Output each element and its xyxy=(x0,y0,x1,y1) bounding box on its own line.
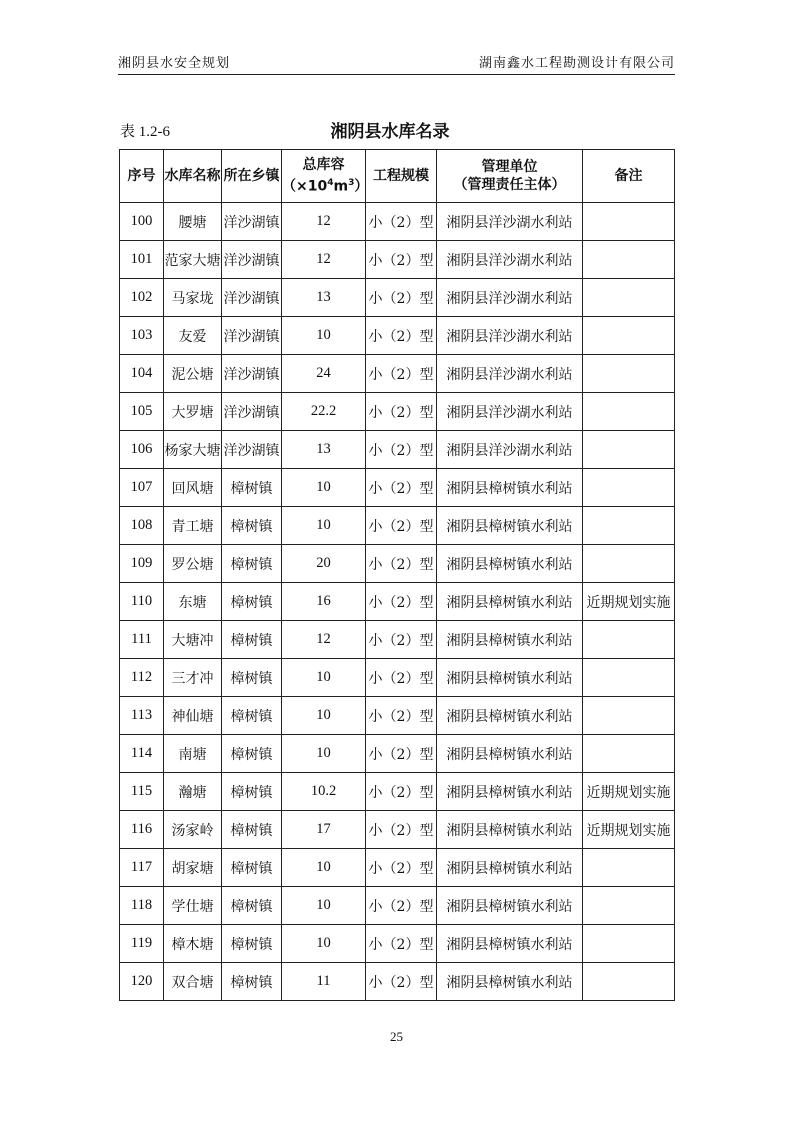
column-header-name: 水库名称 xyxy=(164,150,222,203)
cell-town: 洋沙湖镇 xyxy=(222,203,282,241)
cell-no: 101 xyxy=(120,241,164,279)
cell-scale: 小（2）型 xyxy=(366,621,437,659)
cell-town: 樟树镇 xyxy=(222,469,282,507)
cell-town: 洋沙湖镇 xyxy=(222,317,282,355)
header-document-title: 湘阴县水安全规划 xyxy=(118,56,231,71)
cell-town: 洋沙湖镇 xyxy=(222,279,282,317)
table-row xyxy=(120,773,675,811)
cell-reservoir-name: 樟木塘 xyxy=(164,925,222,963)
capacity-unit-suffix: ） xyxy=(354,178,369,195)
cell-town: 樟树镇 xyxy=(222,545,282,583)
cell-management-unit: 湘阴县樟树镇水利站 xyxy=(437,545,583,583)
cell-capacity: 24 xyxy=(282,355,366,393)
table-row xyxy=(120,393,675,431)
cell-scale: 小（2）型 xyxy=(366,355,437,393)
cell-scale: 小（2）型 xyxy=(366,317,437,355)
cell-management-unit: 湘阴县洋沙湖水利站 xyxy=(437,203,583,241)
table-row xyxy=(120,317,675,355)
cell-management-unit: 湘阴县樟树镇水利站 xyxy=(437,469,583,507)
cell-scale: 小（2）型 xyxy=(366,735,437,773)
cell-management-unit: 湘阴县樟树镇水利站 xyxy=(437,963,583,1001)
table-row xyxy=(120,507,675,545)
column-header-scale: 工程规模 xyxy=(366,150,437,203)
cell-management-unit: 湘阴县樟树镇水利站 xyxy=(437,507,583,545)
table-row xyxy=(120,925,675,963)
cell-remark xyxy=(583,469,675,507)
cell-town: 樟树镇 xyxy=(222,659,282,697)
table-row xyxy=(120,963,675,1001)
table-header-row xyxy=(120,150,675,203)
cell-reservoir-name: 回风塘 xyxy=(164,469,222,507)
cell-capacity: 10 xyxy=(282,849,366,887)
cell-reservoir-name: 青工塘 xyxy=(164,507,222,545)
cell-no: 118 xyxy=(120,887,164,925)
cell-scale: 小（2）型 xyxy=(366,811,437,849)
cell-management-unit: 湘阴县洋沙湖水利站 xyxy=(437,431,583,469)
cell-reservoir-name: 范家大塘 xyxy=(164,241,222,279)
table-row xyxy=(120,811,675,849)
cell-capacity: 10 xyxy=(282,735,366,773)
cell-management-unit: 湘阴县洋沙湖水利站 xyxy=(437,393,583,431)
column-header-unit xyxy=(437,150,583,203)
cell-scale: 小（2）型 xyxy=(366,393,437,431)
column-header-town: 所在乡镇 xyxy=(222,150,282,203)
cell-capacity: 10 xyxy=(282,317,366,355)
cell-reservoir-name: 杨家大塘 xyxy=(164,431,222,469)
table-body xyxy=(120,203,675,1001)
table-row xyxy=(120,887,675,925)
cell-no: 115 xyxy=(120,773,164,811)
cell-capacity: 10 xyxy=(282,887,366,925)
cell-reservoir-name: 瀚塘 xyxy=(164,773,222,811)
cell-management-unit: 湘阴县樟树镇水利站 xyxy=(437,659,583,697)
cell-no: 109 xyxy=(120,545,164,583)
cell-management-unit: 湘阴县洋沙湖水利站 xyxy=(437,317,583,355)
cell-capacity: 17 xyxy=(282,811,366,849)
cell-management-unit: 湘阴县樟树镇水利站 xyxy=(437,811,583,849)
cell-capacity: 16 xyxy=(282,583,366,621)
cell-no: 112 xyxy=(120,659,164,697)
cell-no: 113 xyxy=(120,697,164,735)
cell-remark xyxy=(583,925,675,963)
cell-reservoir-name: 东塘 xyxy=(164,583,222,621)
reservoir-table xyxy=(119,149,675,1001)
cell-scale: 小（2）型 xyxy=(366,773,437,811)
cell-management-unit: 湘阴县洋沙湖水利站 xyxy=(437,355,583,393)
cell-town: 洋沙湖镇 xyxy=(222,355,282,393)
table-row xyxy=(120,241,675,279)
cell-scale: 小（2）型 xyxy=(366,887,437,925)
cell-town: 洋沙湖镇 xyxy=(222,431,282,469)
cell-scale: 小（2）型 xyxy=(366,697,437,735)
table-row xyxy=(120,469,675,507)
cell-management-unit: 湘阴县樟树镇水利站 xyxy=(437,925,583,963)
cell-remark xyxy=(583,697,675,735)
cell-reservoir-name: 胡家塘 xyxy=(164,849,222,887)
cell-scale: 小（2）型 xyxy=(366,279,437,317)
cell-no: 107 xyxy=(120,469,164,507)
cell-town: 樟树镇 xyxy=(222,773,282,811)
running-header xyxy=(118,56,675,75)
cell-capacity: 12 xyxy=(282,241,366,279)
column-header-no: 序号 xyxy=(120,150,164,203)
cell-no: 100 xyxy=(120,203,164,241)
table-row xyxy=(120,355,675,393)
cell-town: 樟树镇 xyxy=(222,925,282,963)
cell-no: 103 xyxy=(120,317,164,355)
cell-remark xyxy=(583,849,675,887)
table-row xyxy=(120,697,675,735)
table-row xyxy=(120,583,675,621)
cell-no: 117 xyxy=(120,849,164,887)
cell-scale: 小（2）型 xyxy=(366,849,437,887)
cell-capacity: 22.2 xyxy=(282,393,366,431)
cell-remark xyxy=(583,659,675,697)
table-number: 表 1.2-6 xyxy=(120,124,170,140)
cell-remark xyxy=(583,963,675,1001)
cell-capacity: 10 xyxy=(282,469,366,507)
cell-town: 洋沙湖镇 xyxy=(222,393,282,431)
cell-no: 104 xyxy=(120,355,164,393)
cell-no: 105 xyxy=(120,393,164,431)
cell-scale: 小（2）型 xyxy=(366,963,437,1001)
cell-no: 114 xyxy=(120,735,164,773)
cell-scale: 小（2）型 xyxy=(366,583,437,621)
cell-no: 119 xyxy=(120,925,164,963)
unit-header-line1: 管理单位 xyxy=(481,159,538,175)
cell-capacity: 11 xyxy=(282,963,366,1001)
cell-reservoir-name: 马家垅 xyxy=(164,279,222,317)
cell-town: 樟树镇 xyxy=(222,507,282,545)
cell-reservoir-name: 南塘 xyxy=(164,735,222,773)
cell-reservoir-name: 泥公塘 xyxy=(164,355,222,393)
table-row xyxy=(120,621,675,659)
table-row xyxy=(120,431,675,469)
cell-reservoir-name: 双合塘 xyxy=(164,963,222,1001)
cell-remark xyxy=(583,621,675,659)
column-header-capacity xyxy=(282,150,369,203)
cell-town: 樟树镇 xyxy=(222,811,282,849)
cell-capacity: 13 xyxy=(282,431,366,469)
cell-management-unit: 湘阴县樟树镇水利站 xyxy=(437,887,583,925)
cell-town: 洋沙湖镇 xyxy=(222,241,282,279)
cell-remark xyxy=(583,279,675,317)
table-row xyxy=(120,735,675,773)
cell-town: 樟树镇 xyxy=(222,735,282,773)
cell-management-unit: 湘阴县洋沙湖水利站 xyxy=(437,241,583,279)
column-header-remark: 备注 xyxy=(583,150,675,203)
table-row xyxy=(120,279,675,317)
table-row xyxy=(120,545,675,583)
capacity-header-line1: 总库容 xyxy=(302,157,345,174)
cell-capacity: 13 xyxy=(282,279,366,317)
cell-remark: 近期规划实施 xyxy=(583,811,675,849)
capacity-unit-prefix: （×10 xyxy=(282,178,328,195)
cell-management-unit: 湘阴县樟树镇水利站 xyxy=(437,697,583,735)
cell-capacity: 12 xyxy=(282,621,366,659)
capacity-unit-exp2: 3 xyxy=(348,178,355,189)
header-company-name: 湖南鑫水工程勘测设计有限公司 xyxy=(478,56,675,71)
cell-reservoir-name: 友爱 xyxy=(164,317,222,355)
cell-town: 樟树镇 xyxy=(222,887,282,925)
cell-capacity: 10 xyxy=(282,925,366,963)
table-row xyxy=(120,659,675,697)
unit-header-line2: （管理责任主体） xyxy=(453,177,566,193)
cell-scale: 小（2）型 xyxy=(366,203,437,241)
cell-scale: 小（2）型 xyxy=(366,507,437,545)
table-title: 湘阴县水库名录 xyxy=(330,122,450,142)
cell-remark xyxy=(583,393,675,431)
cell-management-unit: 湘阴县洋沙湖水利站 xyxy=(437,279,583,317)
cell-remark xyxy=(583,545,675,583)
cell-no: 110 xyxy=(120,583,164,621)
page-number: 25 xyxy=(390,1029,403,1044)
cell-capacity: 10.2 xyxy=(282,773,366,811)
cell-no: 120 xyxy=(120,963,164,1001)
cell-remark xyxy=(583,203,675,241)
capacity-unit-m: m xyxy=(333,178,349,195)
cell-capacity: 10 xyxy=(282,697,366,735)
cell-no: 116 xyxy=(120,811,164,849)
cell-town: 樟树镇 xyxy=(222,963,282,1001)
cell-remark xyxy=(583,241,675,279)
cell-reservoir-name: 神仙塘 xyxy=(164,697,222,735)
cell-remark: 近期规划实施 xyxy=(583,583,675,621)
cell-management-unit: 湘阴县樟树镇水利站 xyxy=(437,735,583,773)
cell-remark xyxy=(583,735,675,773)
cell-scale: 小（2）型 xyxy=(366,469,437,507)
cell-capacity: 10 xyxy=(282,659,366,697)
table-row xyxy=(120,849,675,887)
cell-remark xyxy=(583,887,675,925)
cell-remark xyxy=(583,355,675,393)
cell-management-unit: 湘阴县樟树镇水利站 xyxy=(437,773,583,811)
cell-reservoir-name: 大塘冲 xyxy=(164,621,222,659)
cell-capacity: 10 xyxy=(282,507,366,545)
cell-town: 樟树镇 xyxy=(222,697,282,735)
cell-capacity: 20 xyxy=(282,545,366,583)
cell-reservoir-name: 汤家岭 xyxy=(164,811,222,849)
cell-management-unit: 湘阴县樟树镇水利站 xyxy=(437,849,583,887)
cell-no: 106 xyxy=(120,431,164,469)
cell-remark: 近期规划实施 xyxy=(583,773,675,811)
cell-remark xyxy=(583,317,675,355)
cell-no: 102 xyxy=(120,279,164,317)
cell-reservoir-name: 腰塘 xyxy=(164,203,222,241)
cell-scale: 小（2）型 xyxy=(366,241,437,279)
cell-no: 111 xyxy=(120,621,164,659)
cell-management-unit: 湘阴县樟树镇水利站 xyxy=(437,621,583,659)
cell-reservoir-name: 罗公塘 xyxy=(164,545,222,583)
cell-town: 樟树镇 xyxy=(222,849,282,887)
cell-town: 樟树镇 xyxy=(222,621,282,659)
cell-management-unit: 湘阴县樟树镇水利站 xyxy=(437,583,583,621)
cell-reservoir-name: 大罗塘 xyxy=(164,393,222,431)
capacity-header-line2 xyxy=(282,174,369,196)
cell-scale: 小（2）型 xyxy=(366,659,437,697)
cell-remark xyxy=(583,507,675,545)
cell-reservoir-name: 三才冲 xyxy=(164,659,222,697)
cell-remark xyxy=(583,431,675,469)
table-row xyxy=(120,203,675,241)
cell-scale: 小（2）型 xyxy=(366,431,437,469)
cell-scale: 小（2）型 xyxy=(366,925,437,963)
cell-no: 108 xyxy=(120,507,164,545)
cell-capacity: 12 xyxy=(282,203,366,241)
cell-reservoir-name: 学仕塘 xyxy=(164,887,222,925)
cell-scale: 小（2）型 xyxy=(366,545,437,583)
cell-town: 樟树镇 xyxy=(222,583,282,621)
capacity-unit-exp1: 4 xyxy=(327,178,334,189)
